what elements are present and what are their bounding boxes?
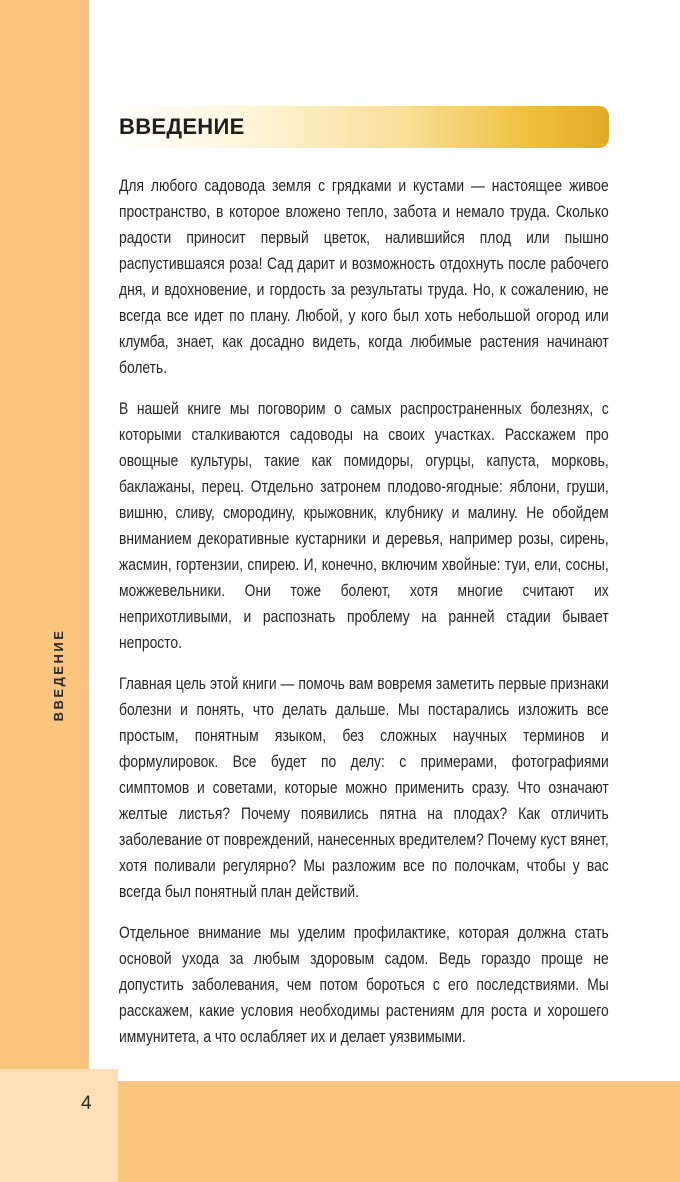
- body-text: [119, 173, 609, 1065]
- paragraph-2: В нашей книге мы поговорим о самых распространенных болезнях, с которыми сталкиваются садоводы на своих участках. Расскажем про овощные культуры, такие как помидоры, огурцы, капуста, морковь, баклажаны, перец. Отдельно затронем плодово-ягодные: яблони, груши, вишню, сливу, смородину, крыжовник, клубнику и малину. Не обойдем вниманием декоративные кустарники и деревья, например розы, сирень, жасмин, гортензии, спирею. И, конечно, включим хвойные: туи, ели, сосны, можжевельники. Они тоже болеют, хотя многие считают их неприхотливыми, и распознать проблему на ранней стадии бывает непросто.: [119, 400, 609, 652]
- side-margin-band: [0, 0, 89, 1182]
- page-title: ВВЕДЕНИЕ: [119, 114, 245, 139]
- paragraph-1: Для любого садовода земля с грядками и кустами — настоящее живое пространство, в которое вложено тепло, забота и немало труда. Сколько радости приносит первый цветок, налившийся плод или пышно распустившаяся роза! Сад дарит и возможность отдохнуть после рабочего дня, и вдохновение, и гордость за результаты труда. Но, к сожалению, не всегда все идет по плану. Любой, у кого был хоть небольшой огород или клумба, знает, как досадно видеть, когда любимые растения начинают болеть.: [119, 177, 609, 377]
- page-number: 4: [81, 1093, 92, 1114]
- paragraph-3: Главная цель этой книги — помочь вам вовремя заметить первые признаки болезни и понять, что делать дальше. Мы постарались изложить все простым, понятным языком, без сложных научных терминов и формулировок. Все будет по делу: с примерами, фотографиями симптомов и советами, которые можно применить сразу. Что означают желтые листья? Почему появились пятна на плодах? Как отличить заболевание от повреждений, нанесенных вредителем? Почему куст вянет, хотя поливали регулярно? Мы разложим все по полочкам, чтобы у вас всегда был понятный план действий.: [119, 675, 609, 901]
- running-section-label: ВВЕДЕНИЕ: [51, 628, 66, 722]
- page-number-box: [0, 1069, 118, 1182]
- paragraph-4: Отдельное внимание мы уделим профилактике, которая должна стать основой ухода за любым здоровым садом. Ведь гораздо проще не допустить заболевания, чем потом бороться с его последствиями. Мы расскажем, какие условия необходимы растениям для роста и хорошего иммунитета, а что ослабляет их и делает уязвимыми.: [119, 924, 609, 1046]
